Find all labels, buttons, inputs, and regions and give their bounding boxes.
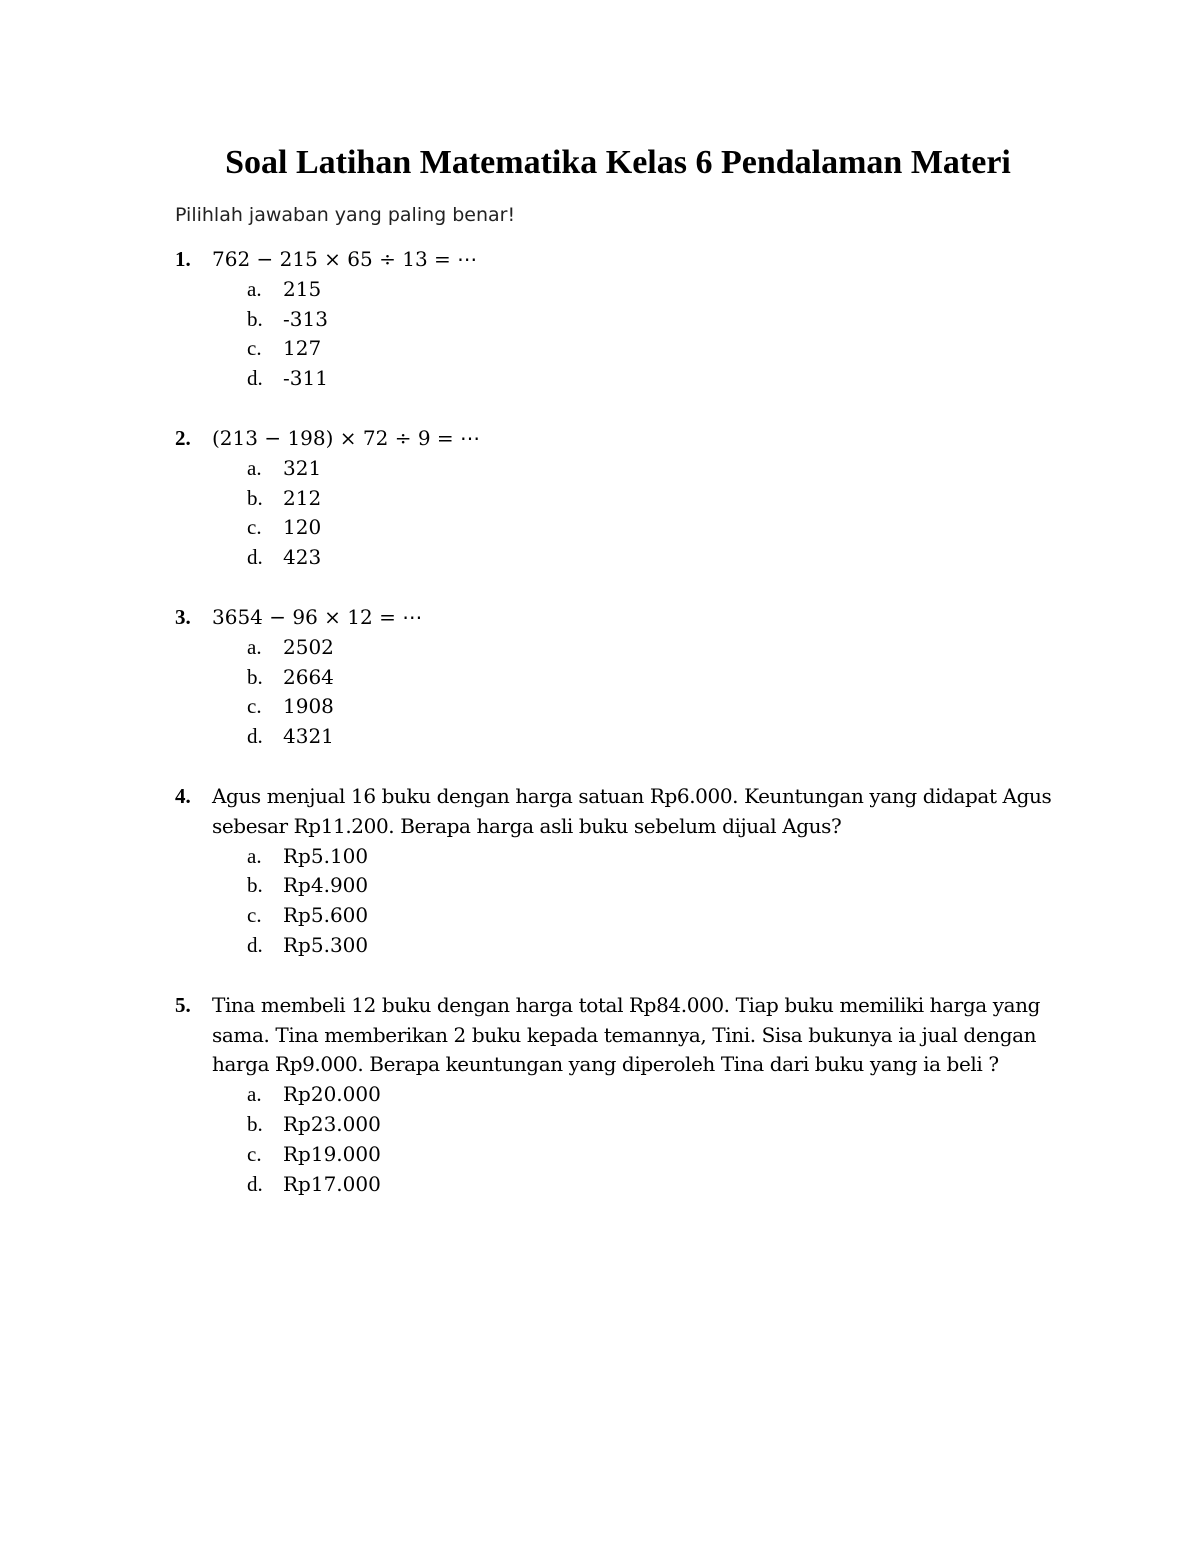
option-list (175, 842, 1065, 961)
option-letter: a. (247, 276, 262, 301)
option-value: 1908 (283, 694, 334, 719)
option-value: 4321 (283, 724, 334, 749)
question-expression: 762 − 215 × 65 ÷ 13 = ⋯ (212, 247, 478, 271)
option-c (247, 692, 1065, 722)
option-letter: a. (247, 1082, 262, 1107)
option-value: 321 (283, 455, 322, 480)
option-letter: c. (247, 903, 262, 928)
option-c (247, 1140, 1065, 1170)
option-letter: b. (247, 873, 263, 898)
question-number: 2. (175, 425, 191, 450)
option-a (247, 275, 1065, 305)
option-value: Rp5.300 (283, 932, 369, 957)
option-list (175, 454, 1065, 573)
question-3 (175, 603, 1065, 752)
option-letter: a. (247, 843, 262, 868)
option-value: -311 (283, 366, 328, 391)
option-list (175, 633, 1065, 752)
option-c (247, 513, 1065, 543)
option-c (247, 334, 1065, 364)
option-letter: c. (247, 515, 262, 540)
option-b (247, 305, 1065, 335)
option-d (247, 722, 1065, 752)
question-number: 1. (175, 247, 191, 271)
option-value: 212 (283, 485, 322, 510)
option-b (247, 871, 1065, 901)
question-stem (175, 245, 1065, 275)
option-a (247, 454, 1065, 484)
option-d (247, 543, 1065, 573)
instruction-text: Pilihlah jawaban yang paling benar! (175, 204, 516, 226)
option-d (247, 364, 1065, 394)
option-d (247, 1170, 1065, 1200)
option-value: 2664 (283, 664, 334, 689)
option-value: Rp23.000 (283, 1111, 381, 1136)
option-value: 127 (283, 336, 322, 361)
question-number: 3. (175, 604, 191, 629)
option-value: Rp5.100 (283, 843, 369, 868)
option-letter: b. (247, 664, 263, 689)
option-value: Rp5.600 (283, 903, 369, 928)
option-letter: b. (247, 1111, 263, 1136)
question-number: 4. (175, 783, 191, 808)
question-2 (175, 424, 1065, 573)
option-letter: d. (247, 366, 263, 391)
option-letter: d. (247, 724, 263, 749)
question-number: 5. (175, 992, 191, 1017)
question-stem (175, 603, 1065, 633)
option-letter: d. (247, 1171, 263, 1196)
option-b (247, 663, 1065, 693)
question-expression: (213 − 198) × 72 ÷ 9 = ⋯ (212, 425, 481, 450)
option-letter: d. (247, 545, 263, 570)
option-d (247, 931, 1065, 961)
question-stem (175, 782, 1065, 842)
question-5 (175, 991, 1065, 1200)
question-expression: 3654 − 96 × 12 = ⋯ (212, 604, 423, 629)
option-value: Rp19.000 (283, 1141, 381, 1166)
option-value: Rp20.000 (283, 1082, 381, 1107)
option-b (247, 484, 1065, 514)
option-value: 215 (283, 276, 322, 301)
option-letter: c. (247, 1141, 262, 1166)
option-letter: a. (247, 455, 262, 480)
option-value: Rp4.900 (283, 873, 369, 898)
option-letter: a. (247, 634, 262, 659)
question-list (175, 245, 1065, 1229)
option-value: 120 (283, 515, 322, 540)
option-letter: c. (247, 694, 262, 719)
option-list (175, 275, 1065, 394)
option-list (175, 1080, 1065, 1199)
question-text: Tina membeli 12 buku dengan harga total Rp84.000. Tiap buku memiliki harga yang sama. Tina memberikan 2 buku kepada temannya, Tini. Sisa bukunya ia jual dengan harga Rp9.000. Berapa keuntungan yang diperoleh Tina dari buku yang ia beli ? (212, 992, 1041, 1077)
option-letter: b. (247, 485, 263, 510)
option-value: Rp17.000 (283, 1171, 381, 1196)
option-value: -313 (283, 306, 328, 331)
question-stem (175, 424, 1065, 454)
option-a (247, 1080, 1065, 1110)
document-title: Soal Latihan Matematika Kelas 6 Pendalaman Materi (225, 144, 1011, 181)
question-4 (175, 782, 1065, 961)
option-value: 2502 (283, 634, 334, 659)
question-1 (175, 245, 1065, 394)
option-c (247, 901, 1065, 931)
option-b (247, 1110, 1065, 1140)
option-letter: d. (247, 932, 263, 957)
option-letter: c. (247, 336, 262, 361)
option-letter: b. (247, 306, 263, 331)
option-a (247, 842, 1065, 872)
question-text: Agus menjual 16 buku dengan harga satuan Rp6.000. Keuntungan yang didapat Agus sebesar Rp11.200. Berapa harga asli buku sebelum dijual Agus? (212, 783, 1052, 838)
option-a (247, 633, 1065, 663)
question-stem (175, 991, 1065, 1080)
option-value: 423 (283, 545, 322, 570)
